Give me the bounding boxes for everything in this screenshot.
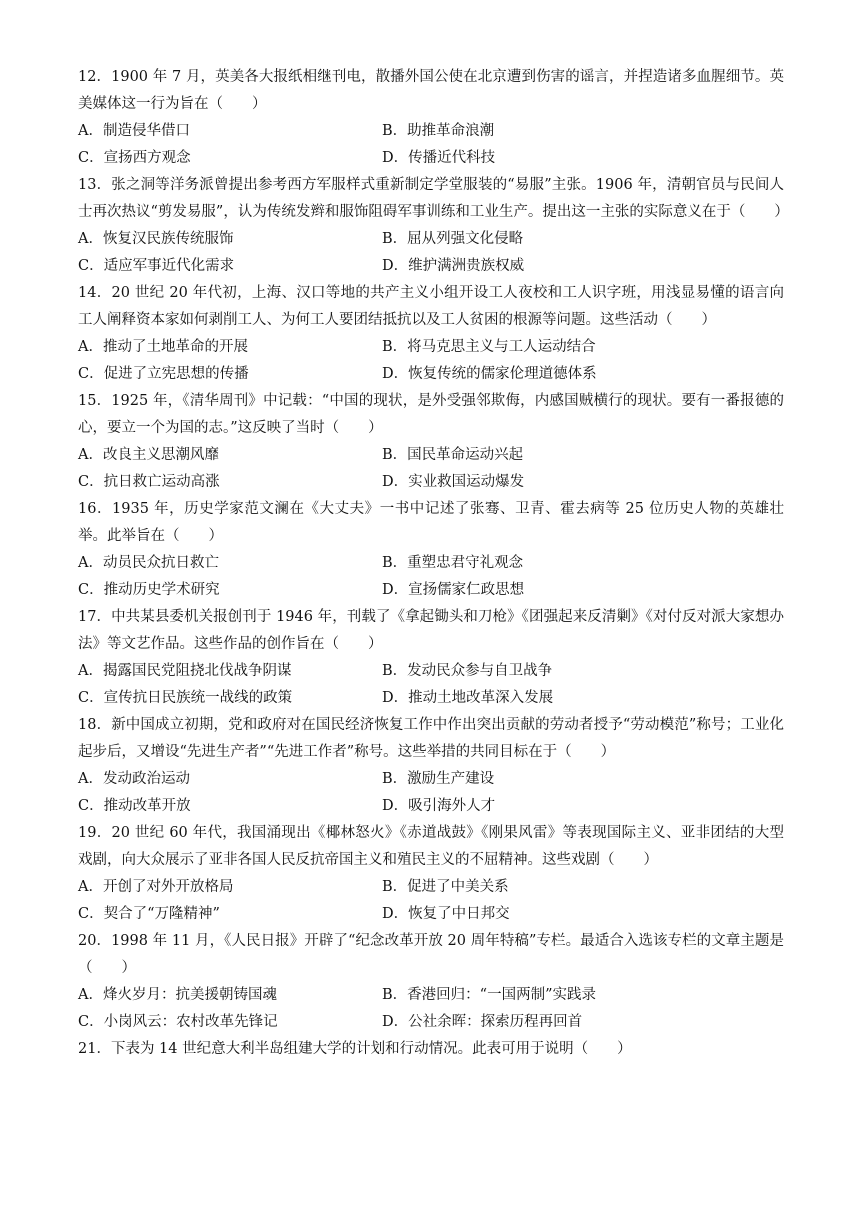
question-17 [78, 604, 784, 712]
question-stem: 18．新中国成立初期，党和政府对在国民经济恢复工作中作出突出贡献的劳动者授予“劳动模范”称号；工业化起步后，又增设“先进生产者”“先进工作者”称号。这些举措的共同目标在于（ ） [78, 717, 784, 760]
options-grid [78, 658, 784, 712]
option-d[interactable]: D．实业救国运动爆发 [382, 474, 525, 490]
option-b[interactable]: B．重塑忠君守礼观念 [382, 555, 524, 571]
question-20 [78, 928, 784, 1036]
options-grid [78, 118, 784, 172]
question-18 [78, 712, 784, 820]
option-a[interactable]: A．开创了对外开放格局 [78, 879, 234, 895]
option-b[interactable]: B．屈从列强文化侵略 [382, 231, 524, 247]
option-c[interactable]: C．小岗风云：农村改革先锋记 [78, 1014, 278, 1030]
option-a[interactable]: A．恢复汉民族传统服饰 [78, 231, 234, 247]
option-c[interactable]: C．促进了立宪思想的传播 [78, 366, 249, 382]
option-a[interactable]: A．推动了土地革命的开展 [78, 339, 248, 355]
option-b[interactable]: B．将马克思主义与工人运动结合 [382, 339, 596, 355]
option-b[interactable]: B．香港回归：“一国两制”实践录 [382, 987, 596, 1003]
option-b[interactable]: B．助推革命浪潮 [382, 123, 495, 139]
option-c[interactable]: C．推动历史学术研究 [78, 582, 220, 598]
option-a[interactable]: A．揭露国民党阻挠北伐战争阴谋 [78, 663, 292, 679]
option-b[interactable]: B．激励生产建设 [382, 771, 495, 787]
option-d[interactable]: D．传播近代科技 [382, 150, 496, 166]
question-stem: 12．1900 年 7 月，英美各大报纸相继刊电，散播外国公使在北京遭到伤害的谣言，并捏造诸多血腥细节。英美媒体这一行为旨在（ ） [78, 69, 784, 112]
exam-page [78, 64, 789, 1063]
options-grid [78, 226, 784, 280]
options-grid [78, 550, 784, 604]
options-grid [78, 874, 784, 928]
question-16 [78, 496, 784, 604]
option-c[interactable]: C．契合了“万隆精神” [78, 906, 220, 922]
question-12 [78, 64, 784, 172]
option-a[interactable]: A．发动政治运动 [78, 771, 190, 787]
question-21 [78, 1036, 784, 1063]
option-d[interactable]: D．恢复了中日邦交 [382, 906, 510, 922]
option-a[interactable]: A．烽火岁月：抗美援朝铸国魂 [78, 987, 277, 1003]
option-d[interactable]: D．恢复传统的儒家伦理道德体系 [382, 366, 597, 382]
option-b[interactable]: B．促进了中美关系 [382, 879, 509, 895]
option-d[interactable]: D．推动土地改革深入发展 [382, 690, 554, 706]
option-a[interactable]: A．制造侵华借口 [78, 123, 190, 139]
option-d[interactable]: D．公社余晖：探索历程再回首 [382, 1014, 583, 1030]
option-c[interactable]: C．宣传抗日民族统一战线的政策 [78, 690, 293, 706]
option-c[interactable]: C．推动改革开放 [78, 798, 191, 814]
question-stem: 13．张之洞等洋务派曾提出参考西方军服样式重新制定学堂服装的“易服”主张。1906 年，清朝官员与民间人士再次热议“剪发易服”，认为传统发辫和服饰阻碍军事训练和工业生产。提出这一主张的实际意义在于（ ） [78, 177, 789, 220]
option-b[interactable]: B．国民革命运动兴起 [382, 447, 524, 463]
options-grid [78, 334, 784, 388]
option-b[interactable]: B．发动民众参与自卫战争 [382, 663, 553, 679]
question-stem: 19．20 世纪 60 年代，我国涌现出《椰林怒火》《赤道战鼓》《刚果风雷》等表现国际主义、亚非团结的大型戏剧，向大众展示了亚非各国人民反抗帝国主义和殖民主义的不屈精神。这些戏剧（ ） [78, 825, 784, 868]
question-15 [78, 388, 784, 496]
option-c[interactable]: C．适应军事近代化需求 [78, 258, 235, 274]
question-stem: 16．1935 年，历史学家范文澜在《大丈夫》一书中记述了张骞、卫青、霍去病等 25 位历史人物的英雄壮举。此举旨在（ ） [78, 501, 784, 544]
question-14 [78, 280, 784, 388]
question-stem: 17．中共某县委机关报创刊于 1946 年，刊载了《拿起锄头和刀枪》《团强起来反清剿》《对付反对派大家想办法》等文艺作品。这些作品的创作旨在（ ） [78, 609, 784, 652]
option-d[interactable]: D．维护满洲贵族权威 [382, 258, 525, 274]
question-stem: 15．1925 年，《清华周刊》中记载：“中国的现状，是外受强邻欺侮，内感国贼横行的现状。要有一番报德的心，要立一个为国的志。”这反映了当时（ ） [78, 393, 784, 436]
option-c[interactable]: C．宣扬西方观念 [78, 150, 191, 166]
options-grid [78, 766, 784, 820]
option-a[interactable]: A．改良主义思潮风靡 [78, 447, 219, 463]
options-grid [78, 442, 784, 496]
option-d[interactable]: D．宣扬儒家仁政思想 [382, 582, 525, 598]
question-13 [78, 172, 789, 280]
option-a[interactable]: A．动员民众抗日救亡 [78, 555, 219, 571]
question-19 [78, 820, 784, 928]
question-stem: 21．下表为 14 世纪意大利半岛组建大学的计划和行动情况。此表可用于说明（ ） [78, 1041, 632, 1057]
option-d[interactable]: D．吸引海外人才 [382, 798, 496, 814]
question-stem: 14．20 世纪 20 年代初，上海、汉口等地的共产主义小组开设工人夜校和工人识字班，用浅显易懂的语言向工人阐释资本家如何剥削工人、为何工人要团结抵抗以及工人贫困的根源等问题。这些活动（ ） [78, 285, 784, 328]
options-grid [78, 982, 784, 1036]
question-stem: 20．1998 年 11 月，《人民日报》开辟了“纪念改革开放 20 周年特稿”专栏。最适合入选该专栏的文章主题是（ ） [78, 933, 784, 976]
option-c[interactable]: C．抗日救亡运动高涨 [78, 474, 220, 490]
